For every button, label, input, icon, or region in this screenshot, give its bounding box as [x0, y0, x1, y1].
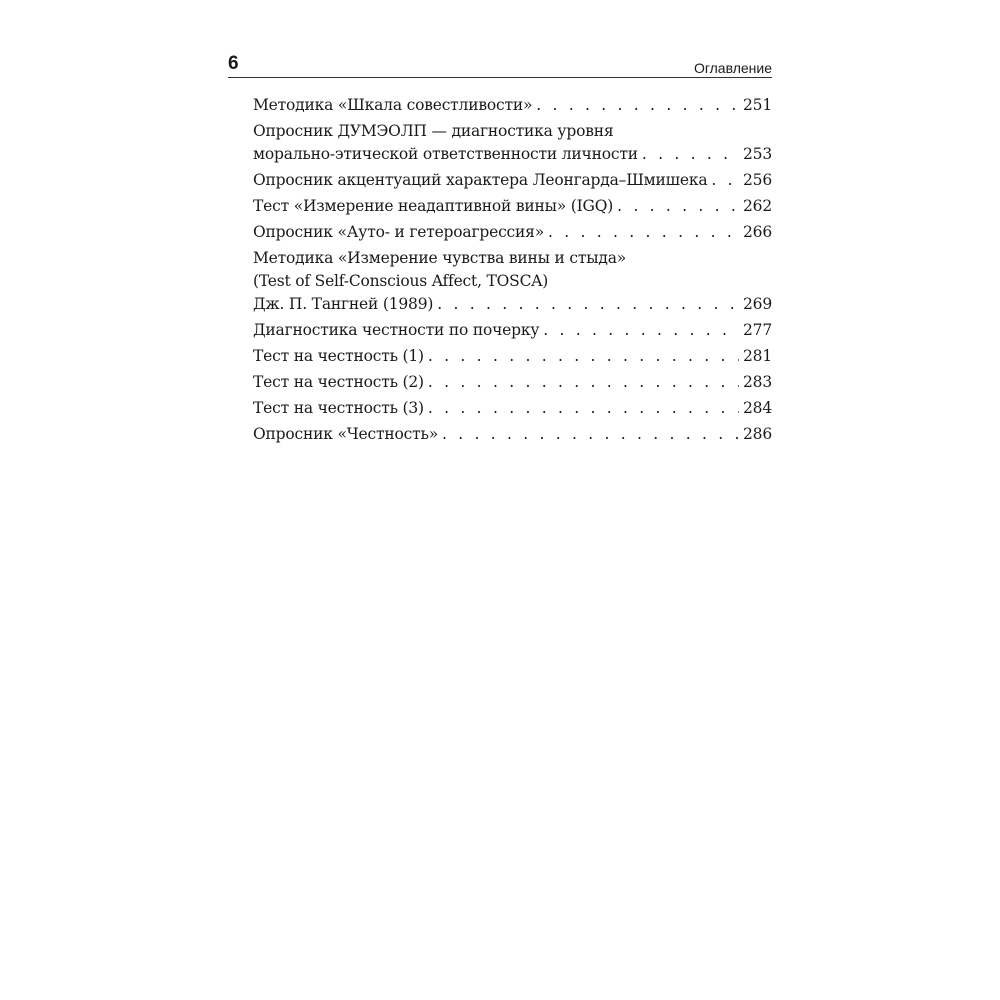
toc-entry-page: 286 [743, 425, 772, 443]
toc-entry [253, 423, 772, 446]
toc-entry [253, 169, 772, 192]
dot-leader [536, 94, 739, 117]
toc-entry-page: 253 [743, 145, 772, 163]
toc-entry-page: 277 [743, 321, 772, 339]
toc-entry-title: Диагностика честности по почерку [253, 321, 540, 339]
toc-entry-page: 256 [743, 171, 772, 189]
toc-entry-title: Опросник «Честность» [253, 425, 438, 443]
toc-entry-title: Опросник «Ауто- и гетероагрессия» [253, 223, 545, 241]
toc-entry [253, 247, 772, 316]
toc-entry [253, 397, 772, 420]
toc-entry-title: Тест на честность (3) [253, 399, 424, 417]
toc-entry-final-line [253, 319, 772, 342]
toc-entry-final-line [253, 221, 772, 244]
toc-entry-title: Тест на честность (1) [253, 347, 424, 365]
toc-entry-page: 266 [743, 223, 772, 241]
table-of-contents [253, 94, 772, 449]
toc-entry-title: (Test of Self-Conscious Affect, TOSCA) [253, 272, 549, 290]
toc-entry-final-line [253, 94, 772, 117]
page-number: 6 [228, 53, 239, 74]
toc-entry-page: 251 [743, 96, 772, 114]
toc-entry-page: 281 [743, 347, 772, 365]
toc-entry-page: 284 [743, 399, 772, 417]
toc-entry [253, 120, 772, 166]
toc-entry [253, 221, 772, 244]
dot-leader [543, 319, 739, 342]
toc-entry-final-line [253, 293, 772, 316]
dot-leader [428, 345, 739, 368]
dot-leader [442, 423, 739, 446]
toc-entry [253, 345, 772, 368]
toc-entry-title: Дж. П. Тангней (1989) [253, 295, 434, 313]
toc-entry-page: 262 [743, 197, 772, 215]
toc-entry-final-line [253, 345, 772, 368]
toc-entry-title: Опросник ДУМЭОЛП — диагностика уровня [253, 122, 614, 140]
running-title: Оглавление [693, 60, 772, 76]
dot-leader [711, 169, 739, 192]
toc-entry [253, 371, 772, 394]
header-divider [228, 77, 772, 78]
toc-entry-title: Тест «Измерение неадаптивной вины» (IGQ) [253, 197, 614, 215]
toc-entry-title: Методика «Измерение чувства вины и стыда» [253, 249, 627, 267]
dot-leader [428, 371, 739, 394]
toc-entry-title: Тест на честность (2) [253, 373, 424, 391]
toc-entry-final-line [253, 397, 772, 420]
dot-leader [642, 143, 739, 166]
toc-entry [253, 94, 772, 117]
toc-entry-final-line [253, 423, 772, 446]
toc-entry-final-line [253, 143, 772, 166]
toc-entry-final-line [253, 371, 772, 394]
toc-entry [253, 195, 772, 218]
toc-entry-page: 269 [743, 295, 772, 313]
toc-entry-title: морально-этической ответственности личности [253, 145, 638, 163]
toc-entry-page: 283 [743, 373, 772, 391]
toc-entry-title: Опросник акцентуаций характера Леонгарда–Шмишека [253, 171, 708, 189]
dot-leader [548, 221, 739, 244]
dot-leader [428, 397, 739, 420]
dot-leader [437, 293, 739, 316]
toc-entry-final-line [253, 169, 772, 192]
toc-entry-title: Методика «Шкала совестливости» [253, 96, 533, 114]
dot-leader [617, 195, 739, 218]
toc-entry [253, 319, 772, 342]
toc-entry-final-line [253, 195, 772, 218]
